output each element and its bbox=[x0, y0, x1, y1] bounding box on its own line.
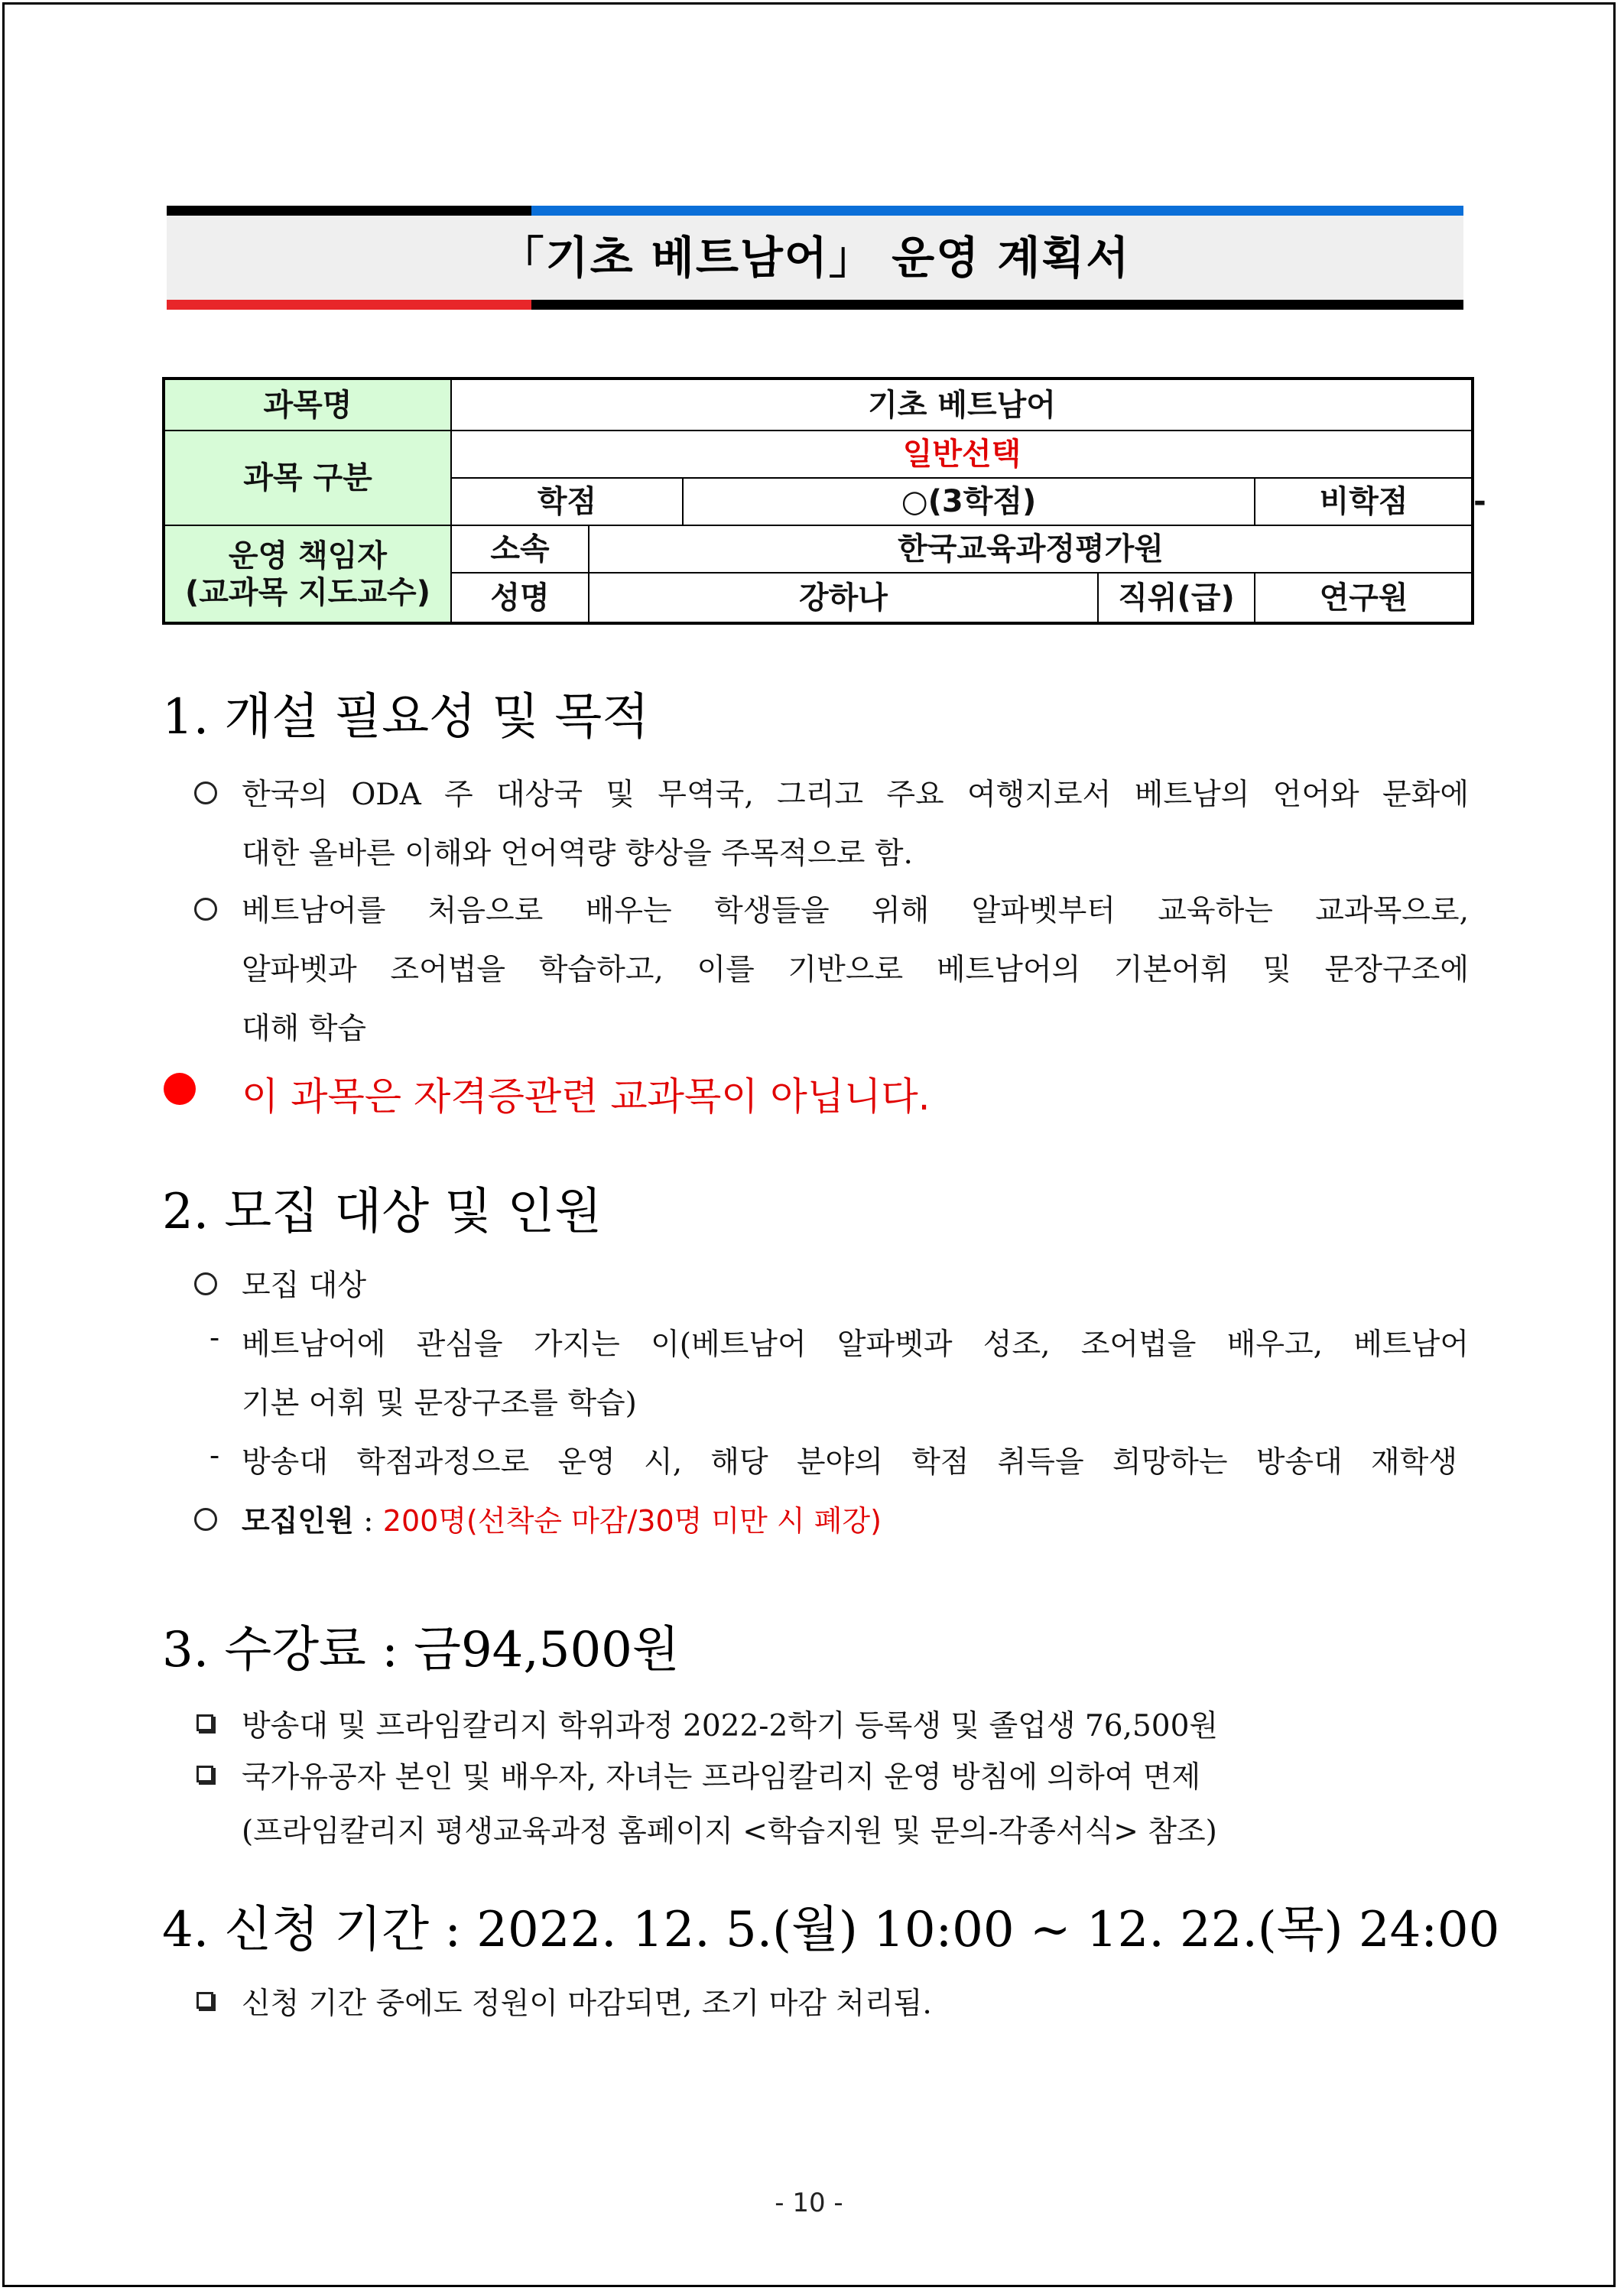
section3-heading: 3. 수강료 : 금94,500원 bbox=[162, 1622, 680, 1678]
circle-bullet-icon bbox=[194, 781, 217, 804]
fee-item2-line2: (프라임칼리지 평생교육과정 홈페이지 <학습지원 및 문의-각종서식> 참조) bbox=[242, 1815, 1217, 1849]
period-item1: 신청 기간 중에도 정원이 마감되면, 조기 마감 처리됨. bbox=[242, 1987, 932, 2021]
section1-item2-line3: 대해 학습 bbox=[242, 1012, 367, 1046]
course-name-label: 과목명 bbox=[164, 379, 451, 431]
name-value: 강하나 bbox=[589, 573, 1098, 623]
noncredit-label: 비학점 bbox=[1255, 478, 1473, 525]
banner-bottom-bar-black bbox=[531, 300, 1463, 310]
course-name-value: 기초 베트남어 bbox=[451, 379, 1473, 431]
banner-top-bar-black bbox=[167, 206, 531, 216]
credit-value: ○(3학점) bbox=[683, 478, 1255, 525]
red-dot-icon bbox=[164, 1073, 196, 1105]
document-page bbox=[2, 2, 1616, 2287]
affiliation-label: 소속 bbox=[451, 525, 589, 573]
section4-heading: 4. 신청 기간 : 2022. 12. 5.(월) 10:00 ~ 12. 22.(목) 24:00 bbox=[162, 1902, 1500, 1958]
count-value: 200명(선착순 마감/30명 미만 시 폐강) bbox=[382, 1504, 882, 1538]
manager-label bbox=[164, 525, 451, 623]
section1-item1-line1: 한국의 ODA 주 대상국 및 무역국, 그리고 주요 여행지로서 베트남의 언어와 문화에 bbox=[242, 778, 1469, 812]
affiliation-value: 한국교육과정평가원 bbox=[589, 525, 1473, 573]
fee-item1-line1: 방송대 및 프라임칼리지 학위과정 2022-2학기 등록생 및 졸업생 76,500원 bbox=[242, 1709, 1219, 1743]
section2-heading: 2. 모집 대상 및 인원 bbox=[162, 1184, 603, 1240]
section1-item1-line2: 대한 올바른 이해와 언어역량 향상을 주목적으로 함. bbox=[242, 837, 913, 871]
page-title: 「기초 베트남어」 운영 계획서 bbox=[499, 232, 1131, 284]
banner-bottom-bar-red bbox=[167, 300, 531, 310]
section1-heading: 1. 개설 필요성 및 목적 bbox=[162, 689, 650, 746]
checkbox-bullet-icon bbox=[197, 1992, 213, 2009]
page-number: - 10 - bbox=[775, 2188, 843, 2218]
circle-bullet-icon bbox=[194, 1272, 217, 1295]
target-label: 모집 대상 bbox=[242, 1269, 367, 1303]
name-label: 성명 bbox=[451, 573, 589, 623]
certificate-warning: 이 과목은 자격증관련 교과목이 아닙니다. bbox=[242, 1074, 931, 1119]
dash-bullet: - bbox=[209, 1438, 220, 1473]
circle-bullet-icon bbox=[194, 1508, 217, 1531]
section1-item2-line1: 베트남어를 처음으로 배우는 학생들을 위해 알파벳부터 교육하는 교과목으로, bbox=[242, 894, 1469, 928]
course-info-table: 과목명 기초 베트남어 과목 구분 일반선택 학점 ○(3학점) 비학점 - 운영 책임자 (교과목 지도교수) 소속 한국교육과정평가원 성명 강하나 직위(급) 연구원 bbox=[162, 377, 1474, 625]
title-banner bbox=[167, 206, 1463, 310]
checkbox-bullet-icon bbox=[197, 1766, 213, 1782]
dash-bullet: - bbox=[209, 1321, 220, 1355]
banner-top-bar-blue bbox=[531, 206, 1463, 216]
checkbox-bullet-icon bbox=[197, 1714, 213, 1731]
position-value: 연구원 bbox=[1255, 573, 1473, 623]
count-label: 모집인원 bbox=[242, 1504, 354, 1538]
target-item1-line2: 기본 어휘 및 문장구조를 학습) bbox=[242, 1386, 637, 1421]
credit-label: 학점 bbox=[451, 478, 683, 525]
target-item2-line1: 방송대 학점과정으로 운영 시, 해당 분야의 학점 취득을 희망하는 방송대 재학생 bbox=[242, 1445, 1457, 1480]
recruit-count bbox=[242, 1497, 882, 1539]
fee-item2-line1: 국가유공자 본인 및 배우자, 자녀는 프라임칼리지 운영 방침에 의하여 면제 bbox=[242, 1760, 1201, 1795]
manager-label-line2: (교과목 지도교수) bbox=[185, 574, 430, 610]
position-label: 직위(급) bbox=[1098, 573, 1255, 623]
manager-label-line1: 운영 책임자 bbox=[228, 538, 388, 574]
category-label: 과목 구분 bbox=[164, 431, 451, 525]
category-value: 일반선택 bbox=[451, 431, 1473, 478]
section1-item2-line2: 알파벳과 조어법을 학습하고, 이를 기반으로 베트남어의 기본어휘 및 문장구조에 bbox=[242, 953, 1469, 987]
count-separator: : bbox=[363, 1504, 374, 1539]
target-item1-line1: 베트남어에 관심을 가지는 이(베트남어 알파벳과 성조, 조어법을 배우고, 베트남어 bbox=[242, 1327, 1469, 1362]
circle-bullet-icon bbox=[194, 898, 217, 921]
